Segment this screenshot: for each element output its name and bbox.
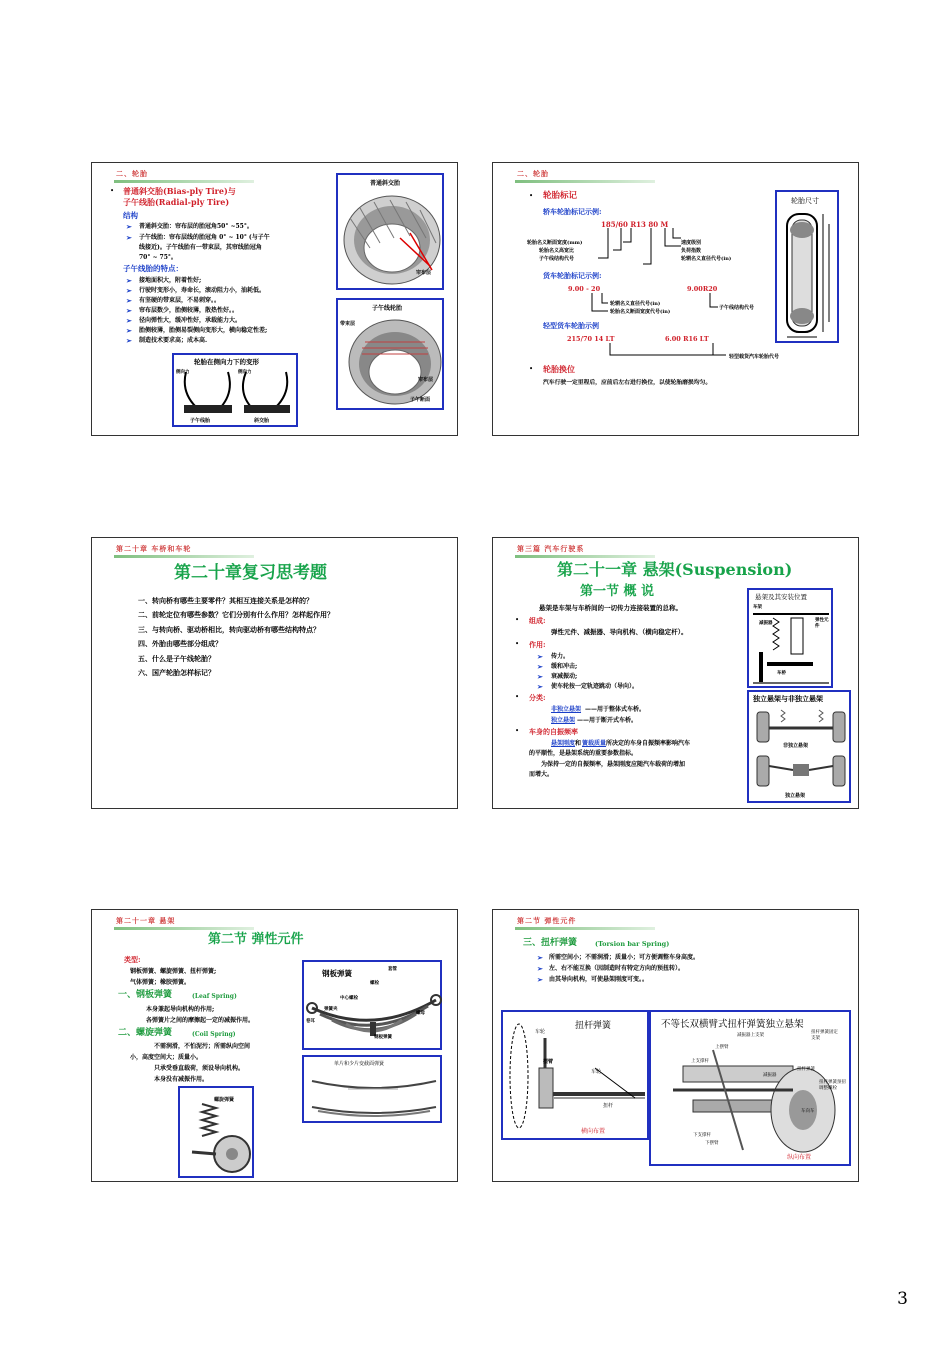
torsion-figure-title: 扭杆弹簧	[575, 1021, 612, 1031]
deformation-icon	[176, 367, 296, 417]
leaf-english: (Leaf Spring)	[192, 993, 237, 1000]
leaf-line-1: 本身兼起导向机构的作用;	[146, 1006, 215, 1013]
bias-small-label: 斜交胎	[254, 418, 270, 424]
arrow-icon: ➢	[126, 276, 132, 285]
struct-item-2: 子午线胎：帘布层线的胎冠角 0° ~ 10° (与子午	[139, 234, 270, 241]
frame-label: 车架	[753, 605, 762, 610]
bias-tire-figure	[336, 173, 444, 290]
freq-and: 和	[575, 740, 582, 747]
coil-english: (Coil Spring)	[192, 1031, 236, 1038]
deformation-title: 轮胎在侧向力下的变形	[194, 358, 259, 366]
torsion-english: (Torsion bar Spring)	[595, 940, 670, 948]
crown-label: 子午断面	[410, 397, 431, 403]
section-title: 第二节 弹性元件	[208, 932, 304, 947]
single-leaf-icon	[308, 1069, 440, 1123]
truck-example-heading: 货车轮胎标记示例:	[543, 271, 602, 280]
leaf-label-center-bolt: 中心螺栓	[340, 996, 358, 1001]
wishbone-label-5: 减振器	[763, 1073, 777, 1078]
review-title: 第二十章复习思考题	[174, 563, 327, 583]
car-right-3: 轮辋名义直径代号(in)	[681, 256, 732, 262]
wishbone-figure-title: 不等长双横臂式扭杆弹簧独立悬架	[661, 1019, 804, 1030]
coil-spring-figure	[178, 1086, 254, 1178]
dependent-label: 非独立悬架	[783, 743, 809, 749]
light-example-heading: 轻型货车轮胎示例	[543, 321, 599, 330]
coil-heading: 二、螺旋弹簧	[118, 1028, 173, 1038]
wishbone-label-3: 上摆臂	[715, 1045, 729, 1050]
arrow-icon: ➢	[537, 975, 543, 984]
function-item-1: 传力。	[551, 653, 570, 660]
composition-heading: 组成:	[529, 616, 546, 625]
slide-suspension-overview	[492, 537, 859, 809]
leaf-label-nut: 螺母	[416, 1011, 425, 1016]
slide-header: 第三篇 汽车行驶系	[517, 544, 585, 553]
torsion-bar-icon	[505, 1018, 649, 1138]
page-number: 3	[897, 1289, 908, 1309]
side-force-label-2: 侧向力	[238, 370, 252, 375]
features-heading: 子午线胎的特点：	[123, 264, 183, 273]
rotate-text: 汽车行驶一定里程后，应前后左右进行换位，以使轮胎磨损均匀。	[543, 380, 712, 386]
slide-header: 第二十一章 悬架	[116, 916, 176, 925]
arrow-icon: ➢	[537, 672, 543, 681]
arrow-icon: ➢	[126, 306, 132, 315]
arrow-icon: ➢	[126, 222, 132, 231]
double-wishbone-figure	[649, 1010, 851, 1166]
wishbone-label-6: 扭杆弹簧	[797, 1067, 815, 1072]
stiffness-link[interactable]: 悬架刚度	[551, 740, 576, 747]
truck-right: 子午线结构代号	[719, 305, 755, 311]
truck-code-1: 9.00 - 20	[568, 285, 601, 293]
dependent-link[interactable]: 非独立悬架	[551, 706, 582, 713]
suspension-diagram-icon	[751, 602, 831, 686]
single-leaf-figure	[302, 1055, 442, 1123]
leaf-label-eye: 卷耳	[306, 1019, 315, 1024]
tire-size-figure	[775, 190, 839, 343]
leaf-label-spring: 钢板弹簧	[374, 1035, 392, 1040]
feature-item-7: 制造技术要求高；成本高.	[139, 337, 208, 344]
leaf-label-clip: 弹簧夹	[324, 1007, 338, 1012]
types-line-2: 气体弹簧；橡胶弹簧。	[130, 979, 191, 986]
header-line	[114, 555, 254, 558]
leaf-label-sleeve: 套管	[388, 967, 397, 972]
radial-tire-icon	[340, 312, 444, 408]
car-left-3: 子午线结构代号	[539, 256, 575, 262]
arrow-icon: ➢	[537, 953, 543, 962]
truck-line-2: 轮胎名义断面宽度代号(in)	[610, 309, 671, 315]
wheel-label-2: 车轮	[591, 1069, 602, 1075]
arrow-icon: ➢	[126, 326, 132, 335]
title-line-2: 子午线胎(Radial-ply Tire)	[123, 197, 230, 207]
bullet-icon: •	[515, 616, 520, 624]
wishbone-label-7: 扭杆弹簧预扭调整螺栓	[819, 1080, 846, 1091]
shock-label: 减振器	[759, 621, 773, 626]
header-line	[515, 927, 655, 930]
struct-item-4: 70° ~ 75°。	[139, 254, 177, 261]
ply-label: 帘布层	[416, 270, 432, 276]
car-left-1: 轮胎名义断面宽度(mm)	[527, 240, 583, 246]
car-example-heading: 轿车轮胎标记示例:	[543, 207, 602, 216]
wishbone-label-9: 下支撑杆	[693, 1133, 711, 1138]
arrow-icon: ➢	[126, 316, 132, 325]
function-item-2: 缓和冲击;	[551, 663, 578, 670]
independent-desc: ——用于断开式车桥。	[577, 717, 638, 724]
struct-item-3: 线接近)。子午线胎有一带束层，其帘线胎冠角	[139, 244, 262, 251]
chapter-title: 第二十一章 悬架(Suspension)	[557, 560, 793, 579]
bias-tire-label: 普通斜交胎	[370, 180, 401, 187]
bullet-icon: •	[515, 640, 520, 648]
leaf-heading: 一、钢板弹簧	[118, 990, 173, 1000]
function-heading: 作用:	[529, 640, 546, 649]
title-line-1: 普通斜交胎(Bias-ply Tire)与	[123, 186, 236, 196]
car-code: 185/60 R13 80 M	[601, 220, 669, 229]
bar-label: 扭杆	[603, 1103, 614, 1109]
arrow-icon: ➢	[126, 233, 132, 242]
axle-label: 车桥	[777, 671, 786, 676]
slide-tires-bias-radial	[91, 162, 458, 436]
truck-line-1: 轮辋名义直径代号(in)	[610, 301, 661, 307]
leaf-spring-figure	[302, 960, 442, 1050]
coil-line-2: 小，高度空间大；质量小。	[130, 1054, 203, 1061]
slide-tire-markings	[492, 162, 859, 436]
feature-item-1: 接地面积大，附着性好;	[139, 277, 202, 284]
question-2: 二、前轮定位有哪些参数？它们分别有什么作用？怎样起作用？	[138, 610, 334, 619]
wishbone-label-1: 减振器上支架	[737, 1033, 764, 1038]
bullet-icon: •	[529, 192, 534, 200]
torsion-bar-figure	[501, 1010, 649, 1140]
belt-label: 带束层	[340, 321, 356, 327]
question-1: 一、转向桥有哪些主要零件？其相互连接关系是怎样的？	[138, 596, 313, 605]
function-item-3: 衰减振动;	[551, 673, 578, 680]
torsion-item-1: 所需空间小；不需润滑；质量小；可方便调整车身高度。	[549, 954, 700, 961]
radial-tire-label: 子午线轮胎	[372, 305, 403, 312]
slide-elastic-elements	[91, 909, 458, 1182]
slide-header: 第二节 弹性元件	[517, 916, 577, 925]
figure-title: 独立悬架与非独立悬架	[753, 694, 823, 703]
types-heading: 类型:	[124, 955, 141, 964]
sprung-mass-link[interactable]: 簧载质量	[582, 740, 607, 747]
question-4: 四、外胎由哪些部分组成？	[138, 639, 222, 648]
deformation-figure	[172, 353, 298, 427]
header-line	[114, 180, 254, 183]
torsion-heading: 三、扭杆弹簧	[523, 938, 578, 948]
bullet-icon: •	[515, 727, 520, 735]
struct-item-1: 普通斜交胎：帘布层的胎冠角50° ~55°。	[139, 223, 253, 230]
car-right-1: 速度级别	[681, 240, 702, 246]
question-3: 三、与转向桥、驱动桥相比，转向驱动桥有哪些结构特点？	[138, 625, 320, 634]
torsion-item-2: 左、右不能互换（因制造时有特定方向的预扭转）。	[549, 965, 685, 972]
car-left-2: 轮胎名义高宽比	[539, 248, 575, 254]
composition-text: 弹性元件、减振器、导向机构、（横向稳定杆）。	[551, 628, 688, 636]
freq-text-4: 而增大。	[529, 771, 554, 778]
independent-dependent-figure	[747, 690, 851, 803]
wishbone-label-8: 车向车	[801, 1109, 815, 1114]
bullet-icon: •	[110, 187, 115, 195]
freq-text-3: 为保持一定的自振频率，悬架刚度应随汽车载荷的增加	[541, 761, 686, 768]
ply-label-2: 帘布层	[418, 377, 434, 383]
car-right-2: 负荷指数	[681, 248, 702, 254]
radial-tire-figure	[336, 298, 444, 410]
truck-code-2: 9.00R20	[687, 285, 718, 293]
bullet-icon: •	[529, 365, 534, 373]
frequency-heading: 车身的自振频率	[529, 727, 578, 736]
feature-item-3: 有坚硬的带束层，不易刺穿。。	[139, 297, 221, 304]
leaf-label-bolt: 螺栓	[370, 981, 379, 986]
arrow-icon: ➢	[126, 336, 132, 345]
radial-small-label: 子午线胎	[190, 418, 211, 424]
wishbone-label-4: 上支撑杆	[691, 1059, 709, 1064]
bullet-icon: •	[515, 693, 520, 701]
wheel-label: 车轮	[535, 1029, 546, 1035]
slide-header: 二、轮胎	[116, 169, 148, 178]
light-right: 轻型载货汽车轮胎代号	[729, 354, 780, 360]
independent-link[interactable]: 独立悬架	[551, 717, 576, 724]
arrow-icon: ➢	[537, 652, 543, 661]
longitudinal-caption: 纵向布置	[787, 1154, 812, 1161]
slide-torsion-bar	[492, 909, 859, 1182]
mark-title: 轮胎标记	[543, 191, 578, 201]
tire-cross-section-icon	[779, 210, 837, 340]
leaf-spring-title: 钢板弹簧	[322, 969, 352, 978]
coil-spring-title: 螺旋弹簧	[214, 1097, 235, 1103]
freq-text-1: 所决定的车身自振频率影响汽车	[606, 740, 691, 747]
wishbone-label-10: 下摆臂	[705, 1141, 719, 1146]
independent-suspension-icon	[753, 752, 849, 792]
slide-review-questions	[91, 537, 458, 809]
freq-text-2: 的平顺性，是悬架系统的重要参数指标。	[529, 750, 638, 757]
torsion-item-3: 由其导向机构，可使悬架刚度可变。。	[549, 976, 649, 983]
section-title: 第一节 概 说	[580, 584, 655, 599]
coil-line-1: 不需润滑，不怕泥污；所需纵向空间	[154, 1043, 251, 1050]
question-5: 五、什么是子午线轮胎？	[138, 654, 215, 663]
question-6: 六、国产轮胎怎样标记？	[138, 668, 215, 677]
arrow-icon: ➢	[126, 296, 132, 305]
header-line	[515, 555, 655, 558]
rotate-title: 轮胎换位	[543, 364, 575, 374]
feature-item-4: 帘布层数少，胎侧较薄，散热性好。。	[139, 307, 239, 314]
double-wishbone-icon	[653, 1030, 849, 1166]
tire-size-title: 轮胎尺寸	[791, 197, 819, 205]
slide-header: 二、轮胎	[517, 169, 549, 178]
spring-label: 弹性元件	[815, 618, 829, 629]
feature-item-5: 径向弹性大，缓冲性好，承载能力大。	[139, 317, 242, 324]
dependent-desc: ——用于整体式车桥。	[585, 706, 646, 713]
light-code-2: 6.00 R16 LT	[665, 335, 709, 343]
coil-line-3: 只承受垂直载荷，须设导向机构。	[154, 1065, 245, 1072]
coil-spring-icon	[182, 1092, 254, 1178]
header-line	[515, 180, 655, 183]
header-line	[114, 927, 254, 930]
arrow-icon: ➢	[537, 682, 543, 691]
feature-item-2: 行驶时变形小，寿命长，滚动阻力小，油耗低。	[139, 287, 266, 294]
side-force-label: 侧向力	[176, 370, 190, 375]
arrow-icon: ➢	[126, 286, 132, 295]
arm-label: 摆臂	[543, 1059, 554, 1065]
slide-header: 第二十章 车桥和车轮	[116, 544, 192, 553]
independent-label: 独立悬架	[785, 793, 806, 799]
function-item-4: 使车轮按一定轨迹跳动（导向）。	[551, 683, 639, 690]
suspension-position-title: 悬架及其安装位置	[755, 593, 807, 601]
arrow-icon: ➢	[537, 964, 543, 973]
types-line-1: 钢板弹簧、螺旋弹簧、扭杆弹簧;	[130, 968, 217, 975]
coil-line-4: 本身没有减振作用。	[154, 1076, 209, 1083]
classification-heading: 分类:	[529, 693, 546, 702]
feature-item-6: 胎侧较薄，胎侧易裂侧向变形大，横向稳定性差;	[139, 327, 268, 334]
light-code-1: 215/70 14 LT	[567, 335, 615, 343]
definition: 悬架是车架与车桥间的一切传力连接装置的总称。	[539, 604, 682, 612]
transverse-caption: 横向布置	[581, 1128, 606, 1135]
leaf-line-2: 各弹簧片之间的摩擦起一定的减振作用。	[146, 1017, 255, 1024]
structure-heading: 结构	[123, 211, 138, 220]
arrow-icon: ➢	[537, 662, 543, 671]
wishbone-label-2: 扭杆弹簧固定支架	[811, 1030, 838, 1041]
single-leaf-title: 单片和少片变截面弹簧	[334, 1061, 385, 1067]
suspension-position-figure	[747, 588, 833, 688]
